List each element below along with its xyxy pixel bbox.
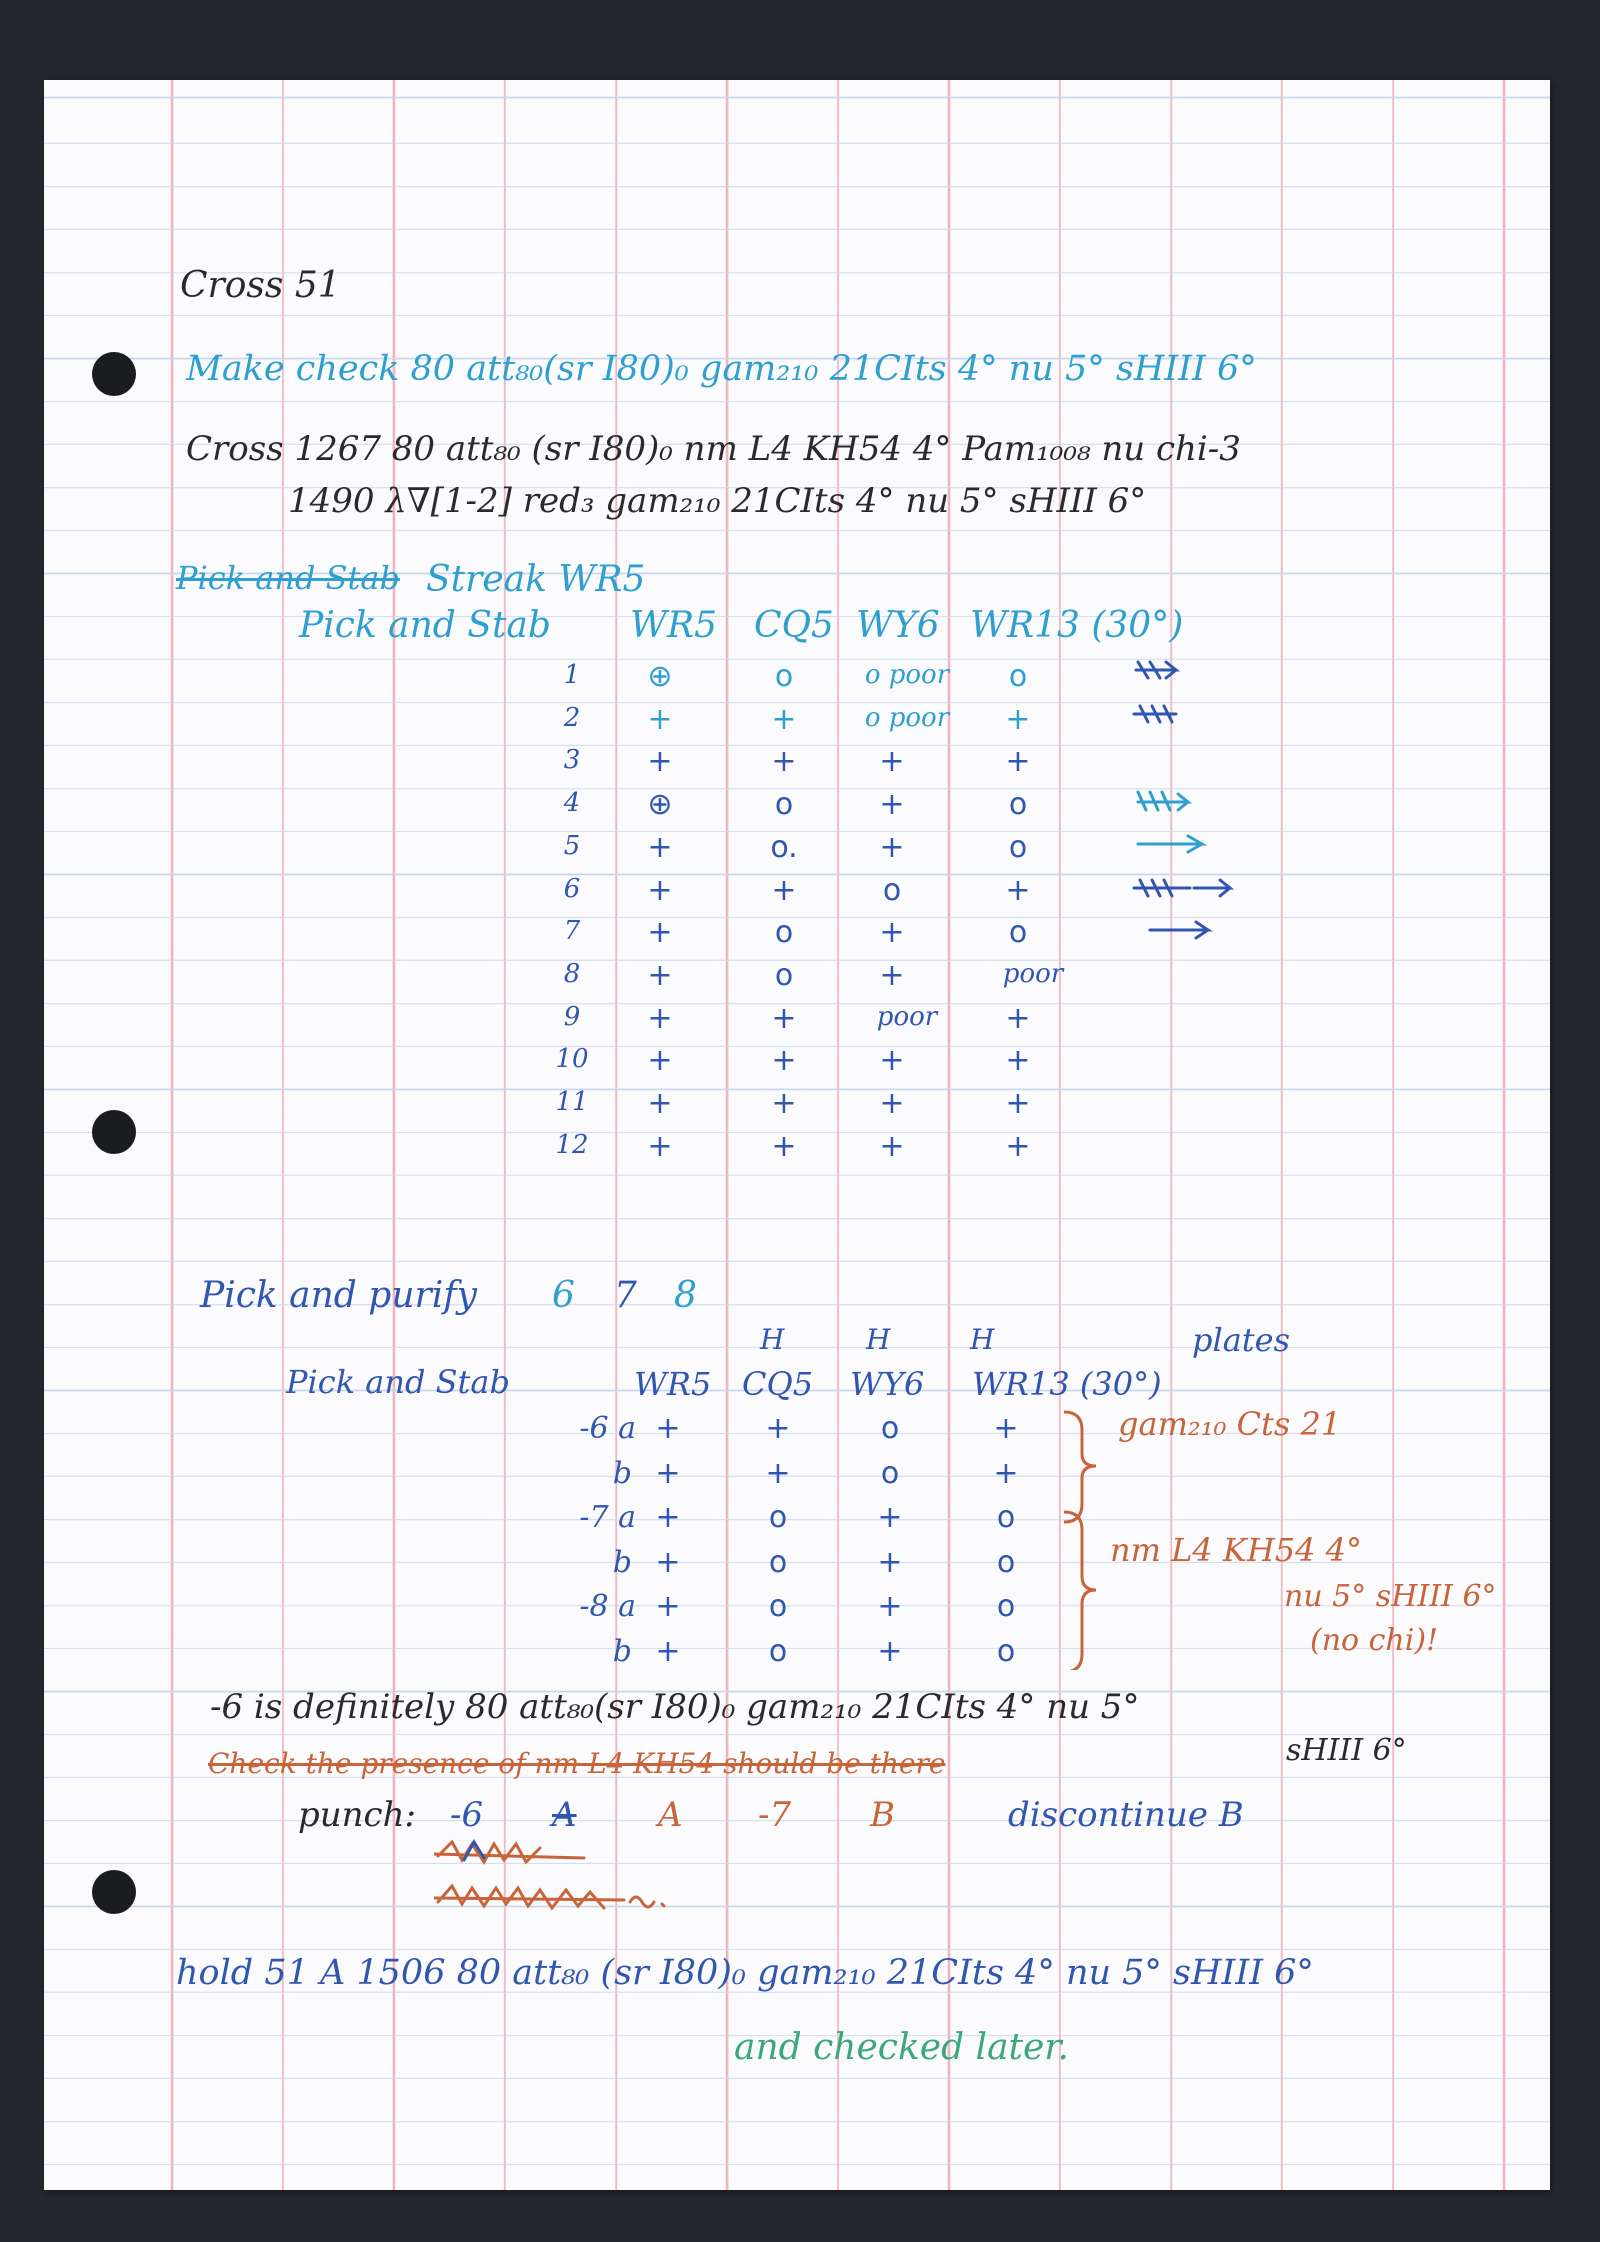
- table2-cell: +: [877, 1500, 903, 1535]
- table1-cell: o poor: [864, 702, 950, 733]
- hash-mark: H: [970, 1323, 995, 1356]
- cross-line-1: Cross 1267 80 att₈₀ (sr I80)₀ nm L4 KH54 4° Pam₁₀₀₈ nu chi-3: [186, 429, 1241, 469]
- table2-header-wr5: WR5: [634, 1365, 712, 1403]
- table1-row-number: 12: [555, 1129, 589, 1160]
- make-check-line: Make check 80 att₈₀(sr I80)₀ gam₂₁₀ 21CIts 4° nu 5° sHIII 6°: [186, 349, 1257, 389]
- table2-cell: o: [768, 1544, 788, 1580]
- table2-cell: o: [996, 1589, 1016, 1624]
- table1-header-wr13: WR13 (30°): [970, 605, 1184, 646]
- table2-cell: +: [655, 1633, 681, 1669]
- table1-cell: o poor: [864, 660, 950, 690]
- table1-row-number: 3: [563, 745, 581, 776]
- notebook-page: [44, 80, 1550, 2190]
- definitely-line-2: sHIII 6°: [1286, 1733, 1407, 1768]
- table1-cell: o: [774, 787, 794, 823]
- table1-cell: +: [647, 701, 673, 737]
- punch-a-struck: A: [552, 1795, 577, 1835]
- table1-header-wy6: WY6: [856, 605, 940, 646]
- table1-cell: ⊕: [647, 787, 673, 823]
- table2-header-wy6: WY6: [850, 1365, 925, 1403]
- table2-cell: +: [877, 1633, 903, 1669]
- table1-row-number: 10: [555, 1044, 589, 1075]
- table1-cell: +: [1005, 1128, 1031, 1164]
- nu-note: nu 5° sHIII 6°: [1284, 1579, 1497, 1614]
- purify-num-7: 7: [614, 1275, 637, 1316]
- table1-cell: o: [774, 915, 794, 951]
- table1-cell: ⊕: [647, 659, 673, 694]
- punch-a: A: [658, 1795, 683, 1835]
- table1-row-number: 5: [563, 830, 581, 861]
- table1-cell: +: [1005, 701, 1031, 737]
- table2-cell: o: [996, 1633, 1016, 1669]
- purify-num-6: 6: [552, 1275, 575, 1316]
- table1-cell: +: [879, 1086, 905, 1121]
- table2-cell: o: [996, 1500, 1016, 1535]
- table2-row-label: -6 a: [579, 1411, 636, 1446]
- table1-cell: poor: [876, 1001, 938, 1032]
- table1-cell: +: [771, 1000, 797, 1036]
- table2-label: Pick and Stab: [286, 1363, 510, 1401]
- table1-cell: +: [879, 787, 905, 823]
- hold-line: hold 51 A 1506 80 att₈₀ (sr I80)₀ gam₂₁₀ 21CIts 4° nu 5° sHIII 6°: [176, 1953, 1314, 1993]
- table2-cell: o: [768, 1633, 788, 1669]
- table2-cell: +: [655, 1589, 681, 1624]
- table1-row-number: 8: [563, 958, 581, 989]
- table1-cell: o: [1008, 787, 1028, 823]
- plates-label: plates: [1192, 1321, 1291, 1359]
- table1-row-number: 6: [563, 873, 581, 904]
- punch-hole: [92, 352, 136, 396]
- table1-cell: +: [771, 1043, 797, 1079]
- struck-orange-line: Check the presence of nm L4 KH54 should be there: [208, 1747, 946, 1780]
- table1-cell: +: [771, 701, 797, 737]
- table2-cell: +: [655, 1500, 681, 1535]
- table2-header-wr13: WR13 (30°): [972, 1365, 1162, 1403]
- table1-row-number: 2: [563, 702, 581, 733]
- table2-cell: +: [765, 1411, 791, 1446]
- table1-cell: +: [771, 1086, 797, 1121]
- table1-header-cq5: CQ5: [754, 605, 834, 646]
- table1-cell: +: [647, 1086, 673, 1121]
- table2-row-label: -7 a: [579, 1500, 636, 1535]
- table1-cell: +: [647, 915, 673, 951]
- table1-cell: +: [1005, 744, 1031, 780]
- hash-mark: H: [866, 1323, 891, 1356]
- table2-cell: +: [993, 1411, 1019, 1446]
- purify-num-8: 8: [674, 1275, 697, 1316]
- table1-row-number: 11: [555, 1087, 589, 1117]
- definitely-line: -6 is definitely 80 att₈₀(sr I80)₀ gam₂₁₀ 21CIts 4° nu 5°: [210, 1687, 1140, 1727]
- table2-row-label: -8 a: [579, 1589, 636, 1624]
- table1-cell: +: [879, 829, 905, 865]
- table2-cell: +: [877, 1544, 903, 1580]
- table1-cell: +: [647, 957, 673, 993]
- table1-row-number: 4: [563, 788, 581, 819]
- table1-cell: +: [647, 744, 673, 780]
- brace-annotations: [1054, 1330, 1114, 1670]
- table1-cell: o: [882, 872, 902, 908]
- table1-label: Pick and Stab: [299, 605, 551, 646]
- table1-cell: +: [1005, 1086, 1031, 1121]
- table1-cell: +: [1005, 1043, 1031, 1079]
- table1-cell: o: [774, 659, 794, 694]
- table1-cell: +: [879, 915, 905, 951]
- table2-cell: +: [655, 1455, 681, 1491]
- arrow-annotations: [1124, 640, 1284, 1080]
- table1-cell: +: [879, 1128, 905, 1164]
- table1-cell: +: [771, 1128, 797, 1164]
- table1-cell: o: [1008, 829, 1028, 865]
- table2-row-label: b: [612, 1633, 632, 1669]
- table1-row-number: 7: [563, 916, 581, 947]
- table1-cell: +: [647, 1128, 673, 1164]
- table2-cell: o: [880, 1455, 900, 1491]
- gam-note: gam₂₁₀ Cts 21: [1118, 1405, 1342, 1443]
- nm-note: nm L4 KH54 4°: [1110, 1531, 1362, 1569]
- table2-cell: +: [655, 1411, 681, 1446]
- struck-label: Pick and Stab: [176, 559, 400, 597]
- checked-later: and checked later.: [734, 2027, 1070, 2068]
- punch-b: B: [870, 1795, 895, 1835]
- streak-label: Streak WR5: [426, 559, 646, 600]
- table1-cell: +: [771, 872, 797, 908]
- table1-cell: +: [879, 957, 905, 993]
- table1-cell: o: [1008, 915, 1028, 951]
- table1-cell: +: [647, 829, 673, 865]
- hash-mark: H: [760, 1323, 785, 1356]
- punch-hole: [92, 1870, 136, 1914]
- table1-cell: +: [879, 1043, 905, 1079]
- table2-cell: +: [655, 1544, 681, 1580]
- table2-cell: +: [993, 1455, 1019, 1491]
- purify-label: Pick and purify: [200, 1275, 477, 1316]
- table2-cell: +: [765, 1455, 791, 1491]
- table2-header-cq5: CQ5: [742, 1365, 814, 1403]
- table2-cell: o: [768, 1589, 788, 1624]
- table1-header-wr5: WR5: [630, 605, 718, 646]
- table1-cell: +: [879, 744, 905, 780]
- punch-minus7: -7: [758, 1795, 792, 1835]
- punch-hole: [92, 1110, 136, 1154]
- table2-cell: o: [768, 1500, 788, 1535]
- punch-minus6: -6: [450, 1795, 484, 1835]
- table1-cell: +: [771, 744, 797, 780]
- table2-cell: +: [877, 1589, 903, 1624]
- table1-cell: o.: [770, 829, 798, 865]
- table2-cell: o: [996, 1544, 1016, 1580]
- table1-cell: +: [647, 872, 673, 908]
- table1-cell: o: [774, 957, 794, 993]
- punch-label: punch:: [298, 1795, 416, 1835]
- page-title: Cross 51: [180, 265, 341, 306]
- cross-line-2: 1490 λ∇[1-2] red₃ gam₂₁₀ 21CIts 4° nu 5° sHIII 6°: [288, 481, 1147, 521]
- no-chi-note: (no chi)!: [1310, 1623, 1439, 1658]
- table2-row-label: b: [612, 1455, 632, 1491]
- table1-cell: +: [647, 1043, 673, 1079]
- discontinue-b: discontinue B: [1008, 1795, 1244, 1835]
- table1-cell: +: [647, 1000, 673, 1036]
- crossed-out-scribble: [434, 1836, 774, 1946]
- table1-row-number: 9: [563, 1001, 581, 1032]
- table1-cell: +: [1005, 1000, 1031, 1036]
- table1-row-number: 1: [563, 660, 581, 690]
- table1-cell: +: [1005, 872, 1031, 908]
- table2-cell: o: [880, 1411, 900, 1446]
- table1-cell: poor: [1002, 958, 1064, 989]
- table1-cell: o: [1008, 659, 1028, 694]
- table2-row-label: b: [612, 1544, 632, 1580]
